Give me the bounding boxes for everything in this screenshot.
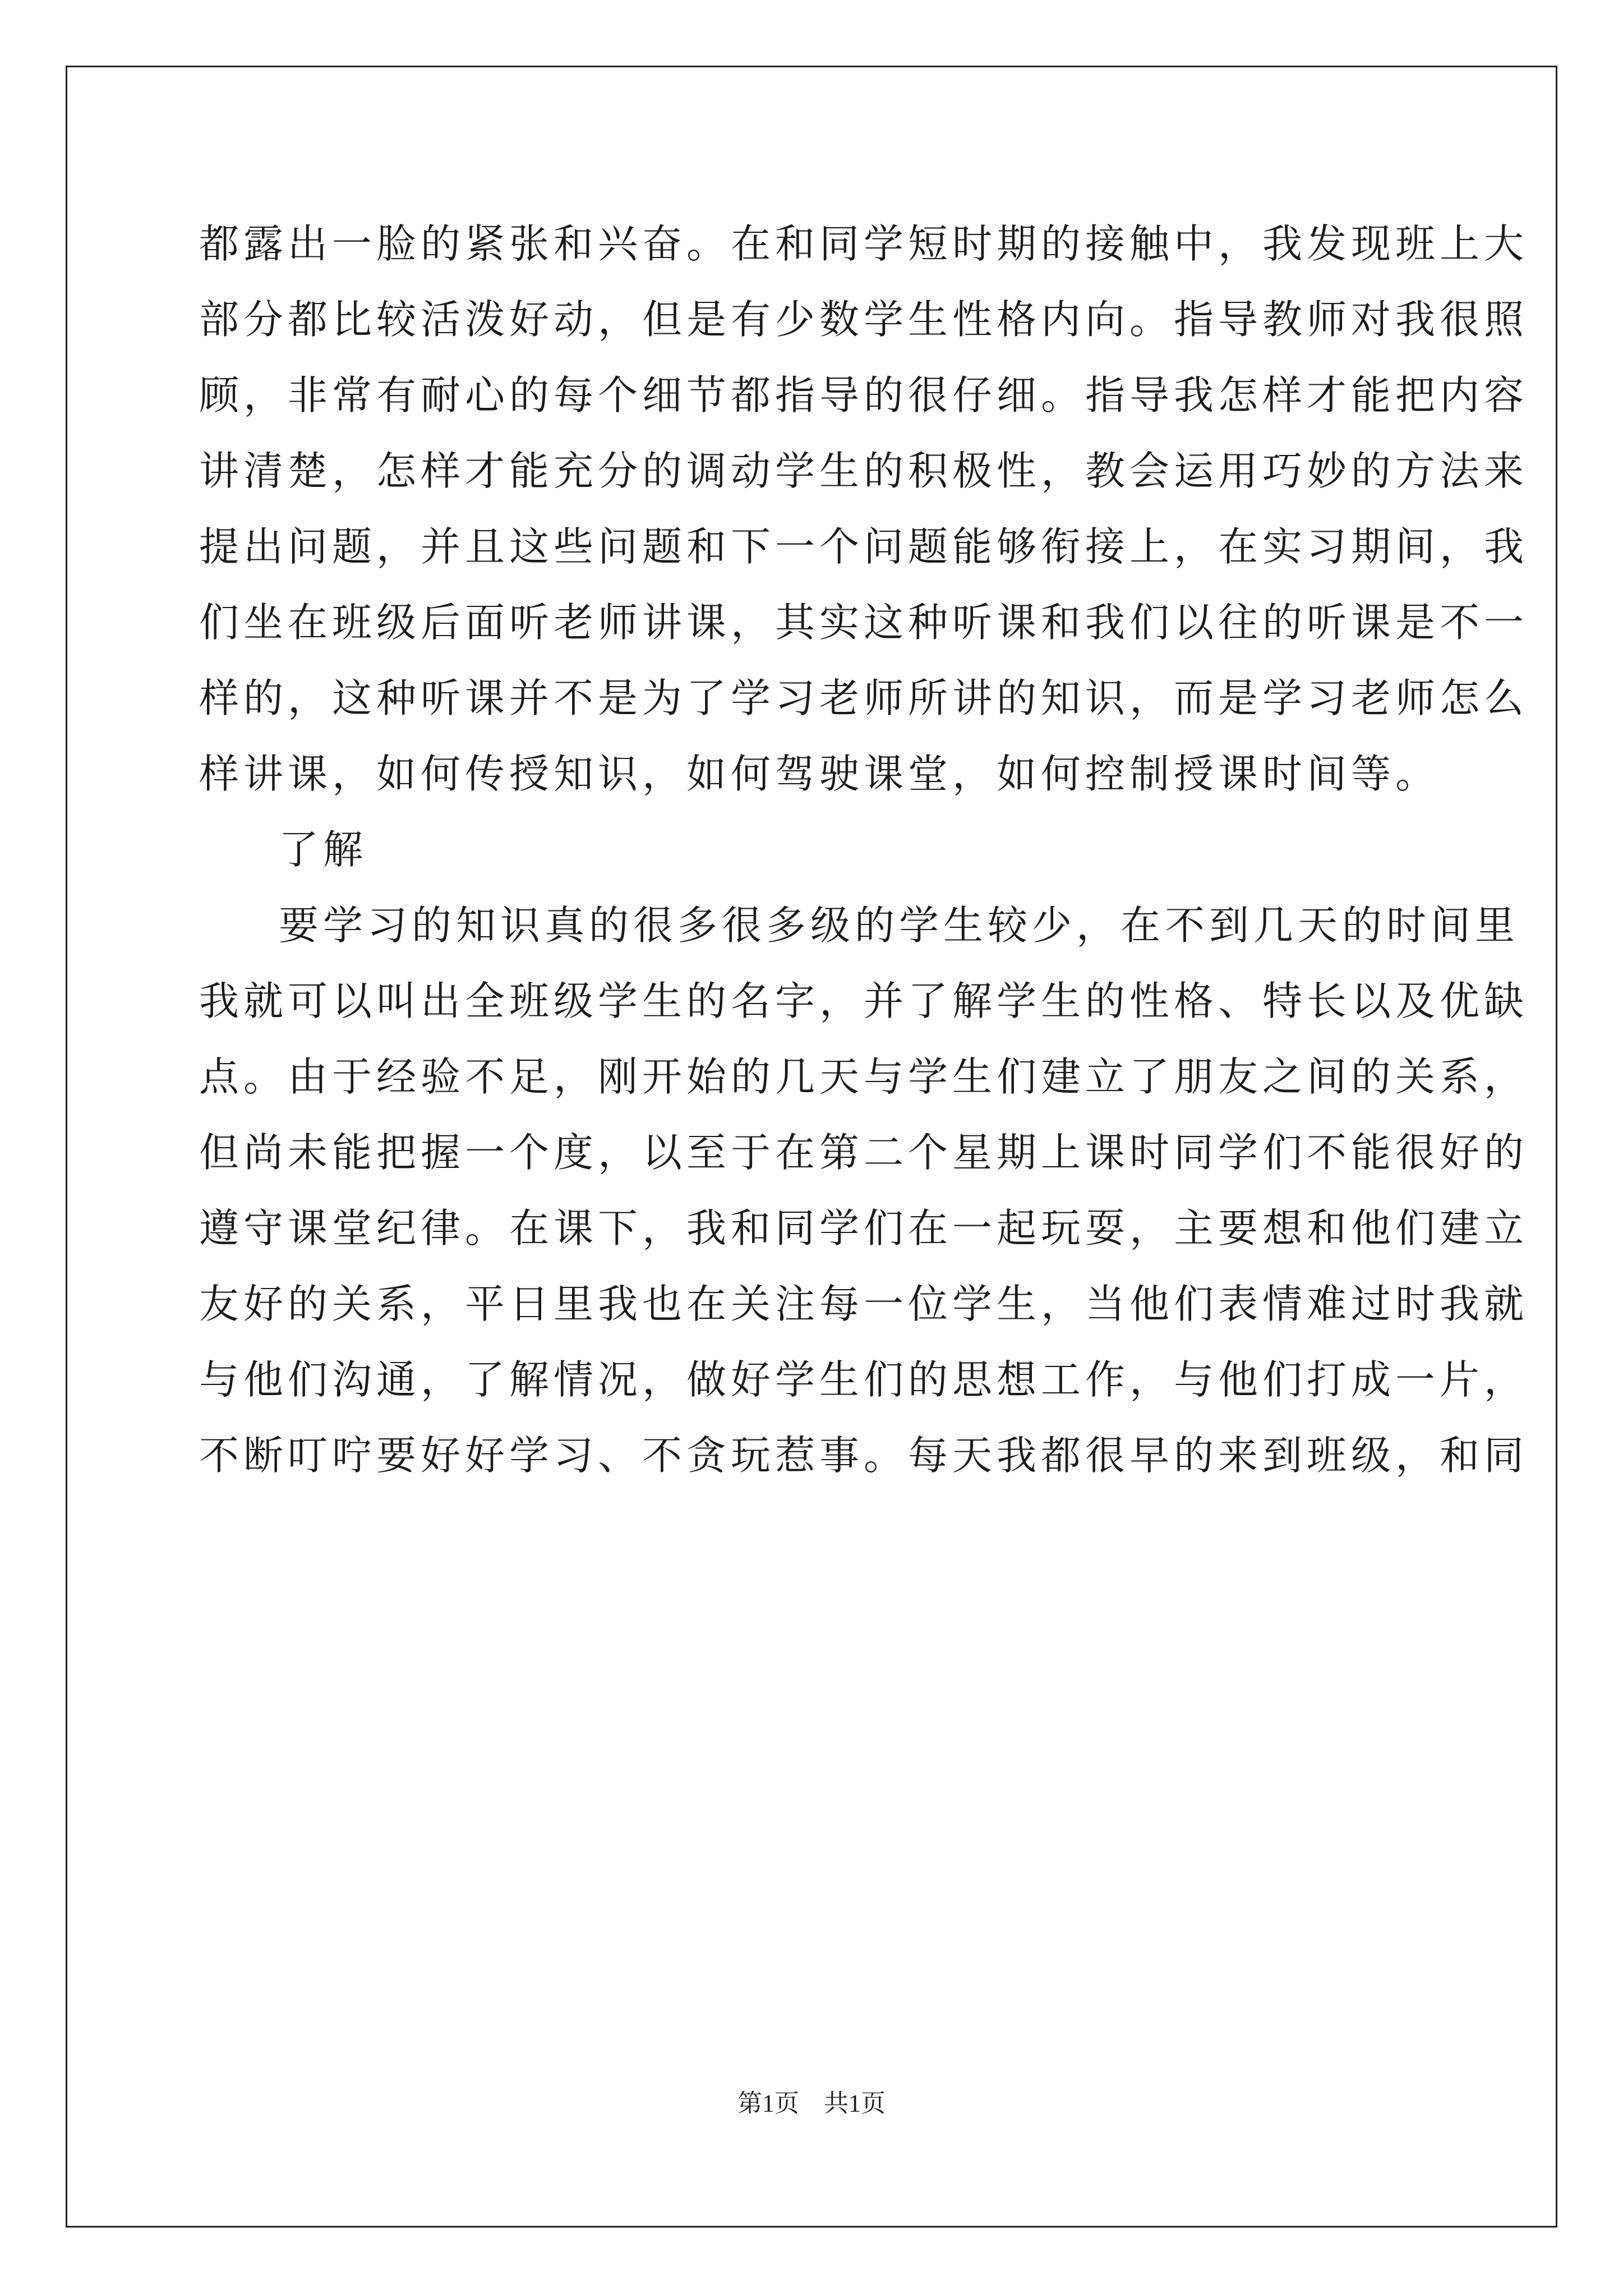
text-line: 不断叮咛要好好学习、不贪玩惹事。每天我都很早的来到班级，和同 (199, 1432, 1529, 1479)
text-line: 顾，非常有耐心的每个细节都指导的很仔细。指导我怎样才能把内容 (199, 372, 1529, 418)
text-line: 遵守课堂纪律。在课下，我和同学们在一起玩耍，主要想和他们建立 (199, 1205, 1529, 1251)
text-line: 都露出一脸的紧张和兴奋。在和同学短时期的接触中，我发现班上大 (199, 220, 1529, 267)
section-heading: 了解 (279, 826, 368, 873)
page-total: 共1页 (824, 2090, 886, 2117)
text-line: 但尚未能把握一个度，以至于在第二个星期上课时同学们不能很好的 (199, 1129, 1529, 1176)
text-line: 样讲课，如何传授知识，如何驾驶课堂，如何控制授课时间等。 (199, 751, 1440, 797)
text-line: 点。由于经验不足，刚开始的几天与学生们建立了朋友之间的关系， (199, 1053, 1529, 1100)
text-line: 讲清楚，怎样才能充分的调动学生的积极性，教会运用巧妙的方法来 (199, 448, 1529, 494)
page-footer (0, 2087, 1623, 2120)
paragraph-first-line: 要学习的知识真的很多很多级的学生较少，在不到几天的时间里 (279, 902, 1520, 949)
text-line: 部分都比较活泼好动，但是有少数学生性格内向。指导教师对我很照 (199, 296, 1529, 343)
text-line: 友好的关系，平日里我也在关注每一位学生，当他们表情难过时我就 (199, 1281, 1529, 1327)
text-line: 我就可以叫出全班级学生的名字，并了解学生的性格、特长以及优缺 (199, 978, 1529, 1024)
text-line: 们坐在班级后面听老师讲课，其实这种听课和我们以往的听课是不一 (199, 599, 1529, 646)
text-line: 与他们沟通，了解情况，做好学生们的思想工作，与他们打成一片， (199, 1356, 1529, 1403)
text-line: 提出问题，并且这些问题和下一个问题能够衔接上，在实习期间，我 (199, 523, 1529, 570)
text-line: 样的，这种听课并不是为了学习老师所讲的知识，而是学习老师怎么 (199, 675, 1529, 721)
page-number: 第1页 (737, 2090, 799, 2117)
